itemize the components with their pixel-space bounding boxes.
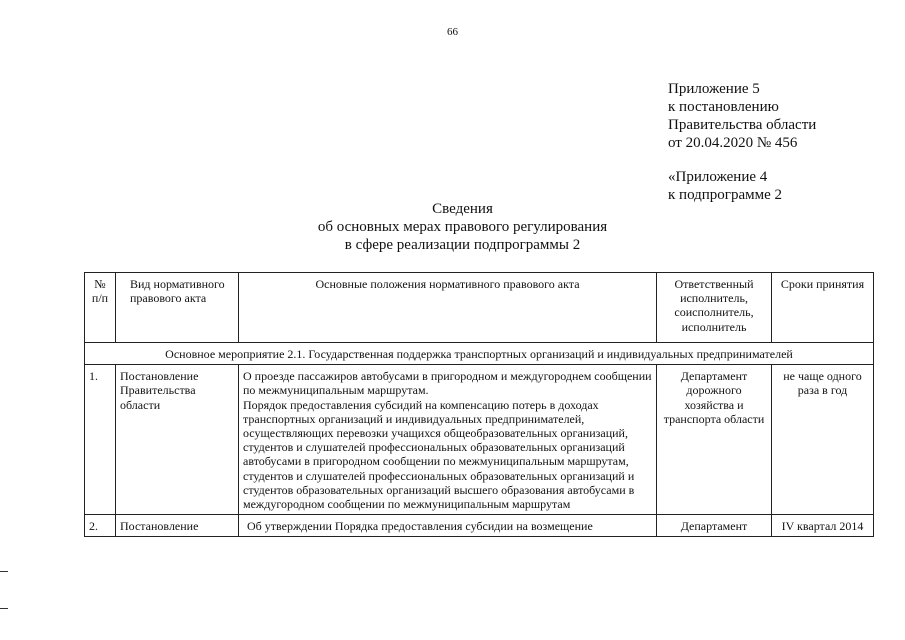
table-row	[85, 515, 874, 537]
margin-mark	[0, 571, 8, 572]
appendix-line: к постановлению	[668, 99, 779, 115]
row-main-provisions	[239, 365, 657, 515]
heading-subtitle: в сфере реализации подпрограммы 2	[344, 237, 581, 253]
quoted-appendix-line: «Приложение 4	[668, 169, 768, 185]
table-row	[85, 365, 874, 515]
provision-paragraph: О проезде пассажиров автобусами в пригородном и междугороднем сообщении по межмуниципальным маршрутам.	[243, 369, 652, 398]
row-main-provisions	[239, 515, 657, 537]
header-num: № п/п	[85, 273, 116, 343]
header-main-provisions: Основные положения нормативного правового акта	[239, 273, 657, 343]
row-num: 1.	[85, 365, 116, 515]
appendix-line: Приложение 5	[668, 81, 760, 97]
row-act-type: Постановление Правительства области	[116, 365, 239, 515]
row-responsible: Департамент	[657, 515, 772, 537]
section-title: Основное мероприятие 2.1. Государственная поддержка транспортных организаций и индивидуальных предпринимателей	[85, 343, 874, 365]
appendix-line: от 20.04.2020 № 456	[668, 135, 798, 151]
document-heading	[0, 200, 905, 254]
provision-paragraph: Об утверждении Порядка предоставления субсидии на возмещение	[247, 519, 593, 534]
margin-mark	[0, 608, 8, 609]
row-act-type: Постановление	[116, 515, 239, 537]
table-header-row	[85, 273, 874, 343]
appendix-gap	[668, 152, 816, 168]
row-num: 2.	[85, 515, 116, 537]
row-terms: не чаще одного раза в год	[772, 365, 874, 515]
measures-table	[84, 272, 874, 537]
provision-paragraph: Порядок предоставления субсидий на компенсацию потерь в доходах транспортных организаций и индивидуальных предпринимателей, осуществляющих перевозки учащихся общеобразовательных организаций, студентов и слушателей профессиональных образовательных организаций автобусами в пригородном сообщении по межмуниципальным маршрутам, студентов и слушателей профессиональных образовательных организаций и студентов образовательных организаций высшего образования автобусами в междугородном сообщении по межмуниципальным маршрутам	[243, 397, 635, 512]
section-row	[85, 343, 874, 365]
header-act-type: Вид нормативного правового акта	[116, 273, 239, 343]
heading-title: Сведения	[432, 201, 493, 217]
page-number: 66	[447, 26, 458, 38]
row-terms: IV квартал 2014	[772, 515, 874, 537]
appendix-line: Правительства области	[668, 117, 817, 133]
header-terms: Сроки принятия	[772, 273, 874, 343]
heading-subtitle: об основных мерах правового регулирования	[317, 219, 608, 235]
header-responsible: Ответственный исполнитель, соисполнитель, исполнитель	[657, 273, 772, 343]
row-responsible: Департамент дорожного хозяйства и транспорта области	[657, 365, 772, 515]
appendix-block	[668, 80, 816, 204]
quoted-appendix-line: к подпрограмме 2	[668, 187, 782, 203]
